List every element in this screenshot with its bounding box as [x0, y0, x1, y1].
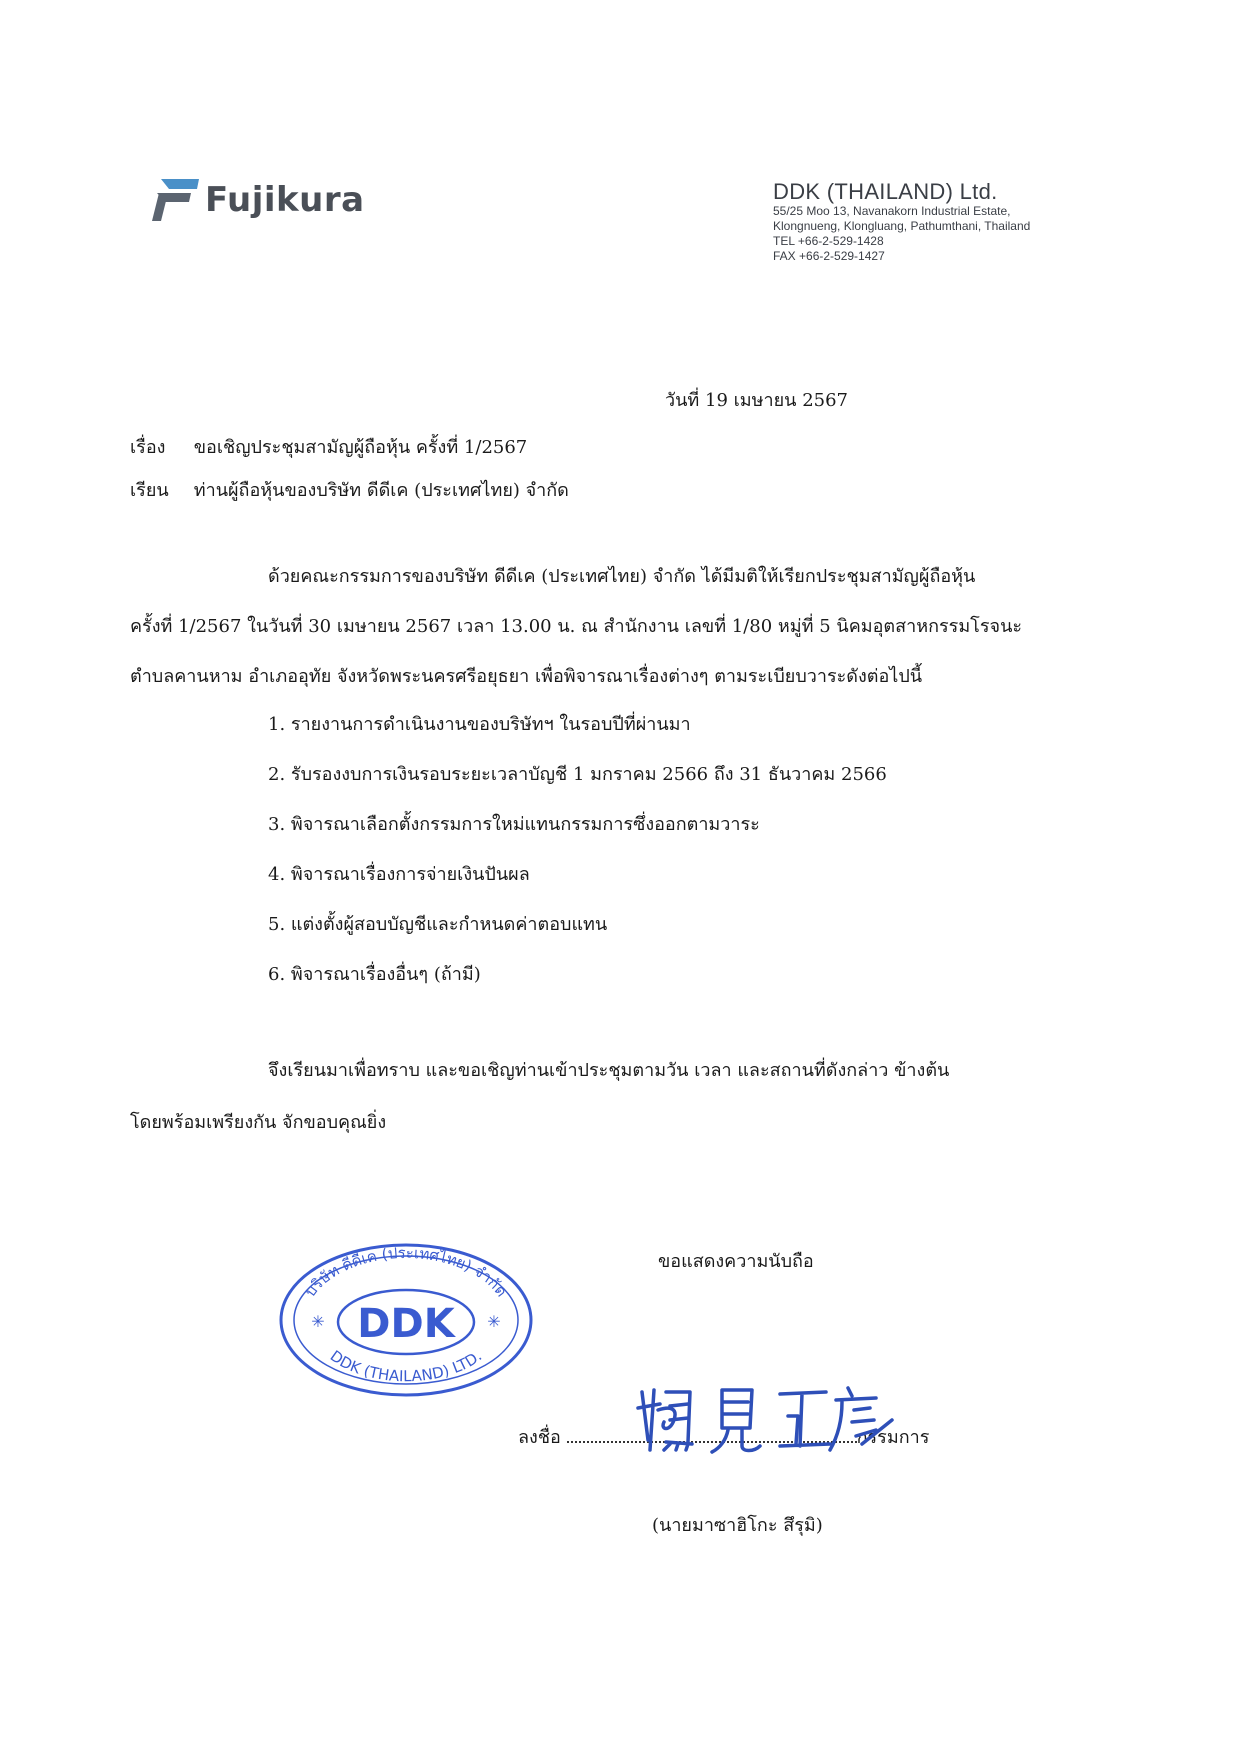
subject-label: เรื่อง	[130, 437, 166, 458]
body-paragraph-1	[130, 552, 1022, 702]
body-paragraph-2	[130, 1045, 949, 1149]
agenda-list	[268, 700, 887, 1000]
paragraph-line: โดยพร้อมเพรียงกัน จักขอบคุณยิ่ง	[130, 1112, 387, 1133]
agenda-item: 4. พิจารณาเรื่องการจ่ายเงินปันผล	[268, 864, 530, 885]
stamp-bottom-text: DDK (THAILAND) LTD.	[326, 1346, 486, 1386]
sign-label: ลงชื่อ	[518, 1427, 561, 1448]
stamp-star-right-icon: ✳	[487, 1314, 501, 1331]
stamp-center-text: DDK	[357, 1301, 455, 1347]
fax: FAX +66-2-529-1427	[773, 249, 885, 263]
address-line-1: 55/25 Moo 13, Navanakorn Industrial Estate,	[773, 204, 1011, 218]
signer-name: (นายมาซาฮิโกะ สึรุมิ)	[652, 1515, 823, 1536]
paragraph-line: ตำบลคานหาม อำเภออุทัย จังหวัดพระนครศรีอยุธยา เพื่อพิจารณาเรื่องต่างๆ ตามระเบียบวาระดังต่อไปนี้	[130, 666, 923, 687]
paragraph-line: จึงเรียนมาเพื่อทราบ และขอเชิญท่านเข้าประชุมตามวัน เวลา และสถานที่ดังกล่าว ข้างต้น	[268, 1060, 950, 1081]
agenda-item: 2. รับรองงบการเงินรอบระยะเวลาบัญชี 1 มกราคม 2566 ถึง 31 ธันวาคม 2566	[268, 764, 887, 785]
agenda-item: 5. แต่งตั้งผู้สอบบัญชีและกำหนดค่าตอบแทน	[268, 914, 608, 935]
subject-text: ขอเชิญประชุมสามัญผู้ถือหุ้น ครั้งที่ 1/2567	[193, 437, 528, 458]
agenda-item: 3. พิจารณาเลือกตั้งกรรมการใหม่แทนกรรมการซึ่งออกตามวาระ	[268, 814, 760, 835]
closing-phrase: ขอแสดงความนับถือ	[658, 1251, 814, 1272]
agenda-item: 6. พิจารณาเรื่องอื่นๆ (ถ้ามี)	[268, 964, 481, 985]
letter-date: วันที่ 19 เมษายน 2567	[665, 390, 848, 411]
company-stamp	[276, 1240, 536, 1400]
handwritten-signature	[630, 1380, 900, 1460]
agenda-item: 1. รายงานการดำเนินงานของบริษัทฯ ในรอบปีที่ผ่านมา	[268, 714, 691, 735]
stamp-star-left-icon: ✳	[311, 1314, 325, 1331]
fujikura-f-mark-icon	[151, 177, 201, 223]
salutation-line	[130, 475, 569, 504]
subject-line	[130, 432, 527, 461]
company-name: DDK (THAILAND) Ltd.	[773, 179, 998, 204]
stamp-top-text: บริษัท ดีดีเค (ประเทศไทย) จำกัด	[301, 1243, 511, 1301]
company-address-block	[773, 180, 1030, 264]
signer-role: กรรมการ	[856, 1427, 930, 1448]
paragraph-line: ด้วยคณะกรรมการของบริษัท ดีดีเค (ประเทศไทย) จำกัด ได้มีมติให้เรียกประชุมสามัญผู้ถือหุ้น	[268, 566, 976, 587]
paragraph-line: ครั้งที่ 1/2567 ในวันที่ 30 เมษายน 2567 เวลา 13.00 น. ณ สำนักงาน เลขที่ 1/80 หมู่ที่ 5 นิคมอุตสาหกรรมโรจนะ	[130, 616, 1023, 637]
salutation-label: เรียน	[130, 480, 169, 501]
address-line-2: Klongnueng, Klongluang, Pathumthani, Thailand	[773, 219, 1031, 233]
fujikura-logo	[151, 174, 365, 226]
telephone: TEL +66-2-529-1428	[773, 234, 884, 248]
salutation-text: ท่านผู้ถือหุ้นของบริษัท ดีดีเค (ประเทศไทย) จำกัด	[193, 480, 569, 501]
logo-wordmark: Fujikura	[205, 180, 365, 220]
